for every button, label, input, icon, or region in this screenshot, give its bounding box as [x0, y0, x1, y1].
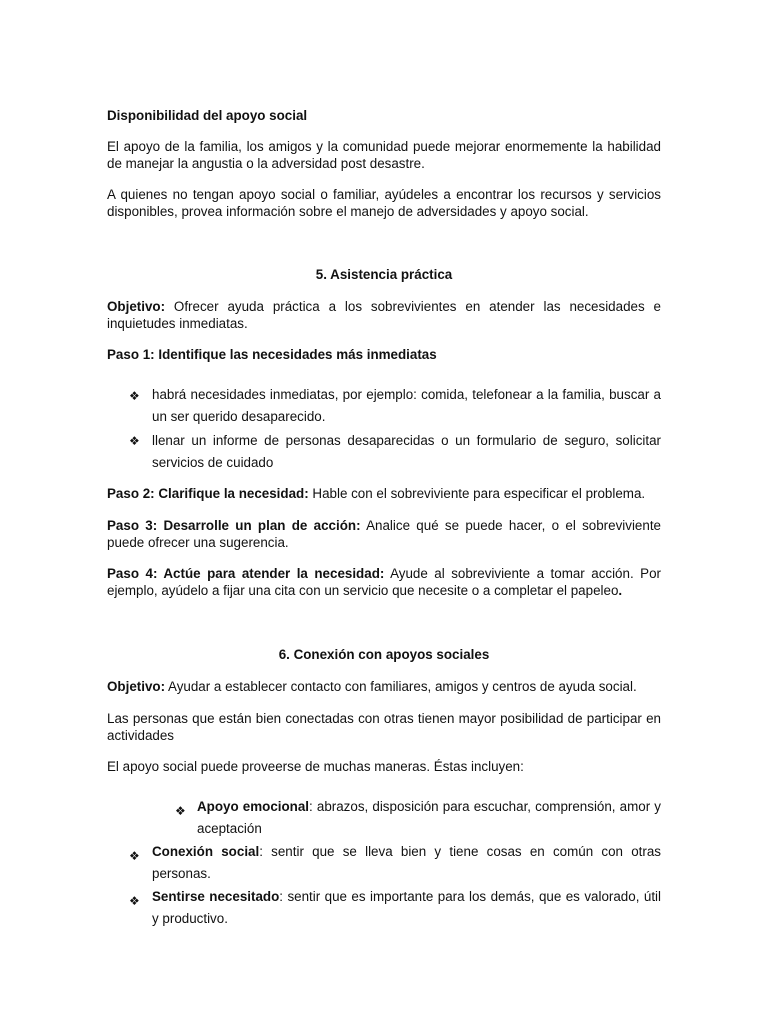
objetivo-6	[107, 679, 661, 696]
paso-4	[107, 566, 661, 599]
paso-4-text: Ayude al sobreviviente a tomar acción. Por ejemplo, ayúdelo a fijar una cita con un servicio que necesite o a completar el papeleo	[107, 566, 661, 598]
paragraph-apoyo-familia: El apoyo de la familia, los amigos y la comunidad puede mejorar enormemente la habilidad de manejar la angustia o la adversidad post desastre.	[107, 139, 661, 171]
diamond-bullet-icon: ❖	[129, 434, 140, 448]
bullet-label: Conexión social	[152, 844, 260, 859]
list-item	[152, 886, 661, 930]
paso-1-heading: Paso 1: Identifique las necesidades más inmediatas	[107, 347, 437, 362]
list-item: llenar un informe de personas desaparecidas o un formulario de seguro, solicitar servicios de cuidado	[152, 433, 661, 470]
bullet-text: : sentir que es importante para los demás, que es valorado, útil y productivo.	[152, 889, 661, 926]
section-heading-disponibilidad: Disponibilidad del apoyo social	[107, 108, 308, 123]
objetivo-text: Ofrecer ayuda práctica a los sobrevivientes en atender las necesidades e inquietudes inmediatas.	[107, 299, 661, 331]
paragraph-sin-apoyo: A quienes no tengan apoyo social o familiar, ayúdeles a encontrar los recursos y servicios disponibles, provea información sobre el manejo de adversidades y apoyo social.	[107, 187, 661, 219]
paso-4-label: Paso 4: Actúe para atender la necesidad:	[107, 566, 385, 581]
diamond-bullet-icon: ❖	[175, 804, 186, 818]
objetivo-text: Ayudar a establecer contacto con familiares, amigos y centros de ayuda social.	[168, 679, 637, 694]
list-item: habrá necesidades inmediatas, por ejemplo: comida, telefonear a la familia, buscar a un ser querido desaparecido.	[152, 387, 661, 424]
objetivo-label: Objetivo:	[107, 679, 166, 694]
diamond-bullet-icon: ❖	[129, 894, 140, 908]
list-item	[152, 841, 661, 885]
paragraph-maneras: El apoyo social puede proveerse de muchas maneras. Éstas incluyen:	[107, 759, 524, 774]
section-title-conexion-apoyos: 6. Conexión con apoyos sociales	[278, 647, 490, 662]
paso-3-label: Paso 3: Desarrolle un plan de acción:	[107, 518, 361, 533]
objetivo-5	[107, 299, 661, 332]
bullet-text: : sentir que se lleva bien y tiene cosas en común con otras personas.	[152, 844, 661, 881]
list-item	[197, 796, 661, 840]
paragraph-personas-conectadas: Las personas que están bien conectadas con otras tienen mayor posibilidad de participar en actividades	[107, 711, 661, 743]
diamond-bullet-icon: ❖	[129, 849, 140, 863]
bullet-text: : abrazos, disposición para escuchar, comprensión, amor y aceptación	[197, 799, 662, 836]
paso-2-text: Hable con el sobreviviente para especificar el problema.	[312, 486, 646, 501]
diamond-bullet-icon: ❖	[129, 389, 140, 403]
section-title-asistencia-practica: 5. Asistencia práctica	[315, 267, 453, 282]
paso-3	[107, 518, 661, 551]
bullet-label: Sentirse necesitado	[152, 889, 280, 904]
paso-2-label: Paso 2: Clarifique la necesidad:	[107, 486, 309, 501]
objetivo-label: Objetivo:	[107, 299, 166, 314]
paso-4-end: .	[618, 582, 623, 598]
paso-3-text: Analice qué se puede hacer, o el sobreviviente puede ofrecer una sugerencia.	[107, 518, 661, 550]
bullet-label: Apoyo emocional	[197, 799, 310, 814]
paso-2	[107, 486, 661, 503]
